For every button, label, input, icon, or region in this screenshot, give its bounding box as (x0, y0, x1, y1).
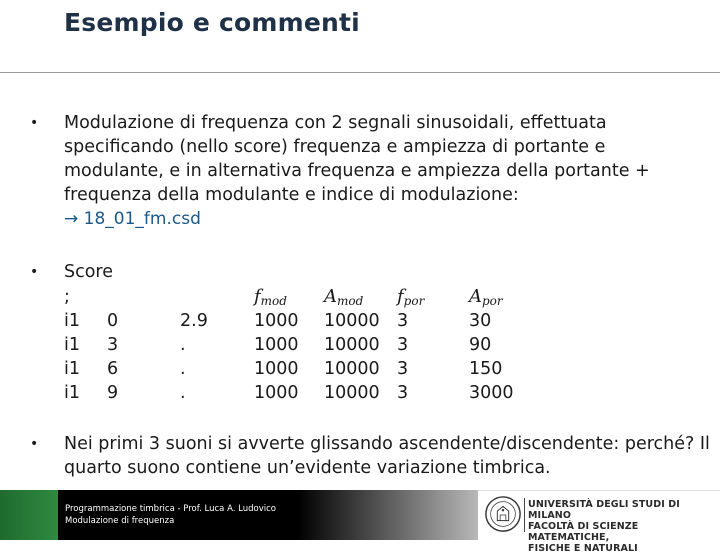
score-fpor: 3 (397, 335, 409, 355)
score-apor: 3000 (469, 383, 514, 403)
bullet-comment (30, 432, 710, 480)
bullet-fm-description (30, 111, 710, 231)
score-fpor: 3 (397, 311, 409, 331)
score-amod: 10000 (324, 359, 380, 379)
score-dur: . (180, 383, 186, 403)
score-apor: 150 (469, 359, 503, 379)
csd-file-link[interactable]: → 18_01_fm.csd (64, 209, 201, 229)
score-fmod: 1000 (254, 359, 299, 379)
header-amod: $A_{mod}$ (324, 286, 364, 308)
bullet-dot-icon: • (30, 264, 39, 280)
score-apor: 90 (469, 335, 492, 355)
score-label: Score (64, 262, 114, 282)
score-start: 3 (107, 335, 119, 355)
university-seal-icon (484, 495, 522, 533)
header-apor: $A_{por}$ (469, 286, 503, 308)
faculty-line: FACOLTÀ DI SCIENZE MATEMATICHE, (528, 521, 639, 543)
score-fpor: 3 (397, 383, 409, 403)
header-fpor: $f_{por}$ (397, 286, 425, 308)
score-fmod: 1000 (254, 311, 299, 331)
score-start: 0 (107, 311, 119, 331)
score-instr: i1 (64, 335, 80, 355)
university-name (528, 499, 720, 554)
score-fpor: 3 (397, 359, 409, 379)
score-dur: 2.9 (180, 311, 208, 331)
bullet-dot-icon: • (30, 436, 39, 452)
score-apor: 30 (469, 311, 492, 331)
faculty-line-2: FISICHE E NATURALI (528, 543, 638, 554)
score-start: 6 (107, 359, 119, 379)
bullet-text: Nei primi 3 suoni si avverte glissando ascendente/discendente: perché? Il quarto suono contiene un’evidente variazione timbrica. (64, 434, 710, 478)
score-fmod: 1000 (254, 383, 299, 403)
score-dur: . (180, 335, 186, 355)
title-divider (0, 72, 720, 73)
score-amod: 10000 (324, 383, 380, 403)
header-fmod: $f_{mod}$ (254, 286, 287, 308)
footer-green-band (0, 490, 58, 540)
bullet-text: Modulazione di frequenza con 2 segnali sinusoidali, effettuata specificando (nello score) frequenza e ampiezza di portante e modulante, e in alternativa frequenza e ampiezza della portante + frequenza della modulante e indice di modulazione: (64, 113, 650, 205)
score-amod: 10000 (324, 311, 380, 331)
university-line: UNIVERSITÀ DEGLI STUDI DI MILANO (528, 499, 680, 521)
bullet-dot-icon: • (30, 115, 39, 131)
footer-topic-line: Modulazione di frequenza (65, 516, 175, 526)
footer-course-line: Programmazione timbrica - Prof. Luca A. Ludovico (65, 504, 276, 514)
score-fmod: 1000 (254, 335, 299, 355)
score-dur: . (180, 359, 186, 379)
score-start: 9 (107, 383, 119, 403)
score-instr: i1 (64, 359, 80, 379)
slide-title: Esempio e commenti (64, 8, 360, 37)
score-instr: i1 (64, 311, 80, 331)
logo-separator (524, 498, 525, 532)
footer-gradient-band (298, 490, 478, 540)
score-instr: i1 (64, 383, 80, 403)
score-semicolon: ; (64, 287, 70, 307)
footer-course-info (65, 503, 276, 527)
score-amod: 10000 (324, 335, 380, 355)
